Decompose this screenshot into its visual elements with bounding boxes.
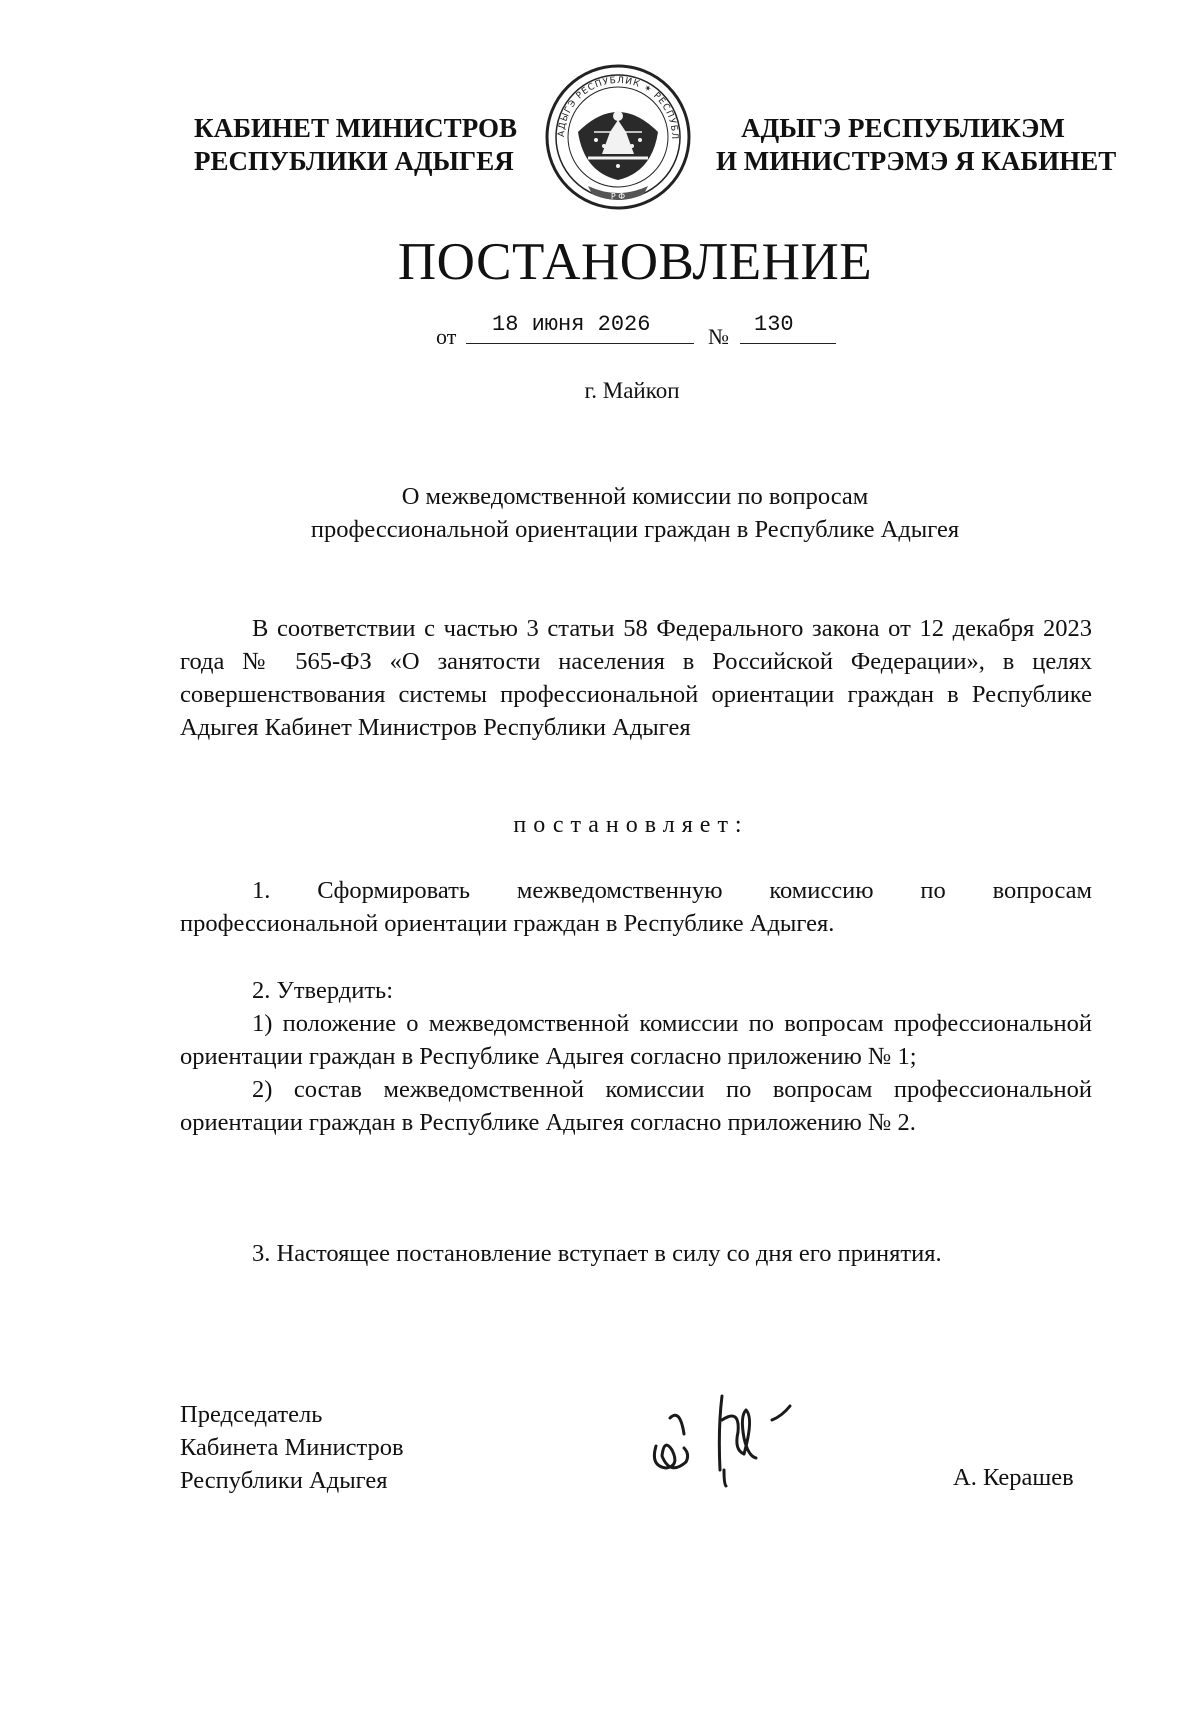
document-subject — [180, 480, 1090, 546]
header-left-line-2: РЕСПУБЛИКИ АДЫГЕЯ — [194, 146, 514, 176]
document-title: ПОСТАНОВЛЕНИЕ — [397, 233, 873, 291]
signer-name: А. Керашев — [953, 1464, 1074, 1491]
header-left — [194, 112, 518, 178]
header-left-line-1: КАБИНЕТ МИНИСТРОВ — [194, 113, 518, 143]
handwritten-signature-icon — [640, 1358, 840, 1508]
header-right — [716, 112, 1117, 178]
intro-text: В соответствии с частью 3 статьи 58 Федерального закона от 12 декабря 2023 года № 565-ФЗ «О занятости населения в Российской Федерации», в целях совершенствования системы профессиональной ориентации граждан в Республике Адыгея Кабинет Министров Республики Адыгея — [180, 615, 1092, 741]
svg-text:Р Ф: Р Ф — [610, 192, 626, 201]
header-right-line-1: АДЫГЭ РЕСПУБЛИКЭМ — [741, 113, 1065, 143]
subject-line-2: профессиональной ориентации граждан в Республике Адыгея — [310, 516, 960, 543]
item-3 — [180, 1237, 1092, 1270]
subject-line-1: О межведомственной комиссии по вопросам — [401, 483, 869, 510]
svg-text:АДЫГЭ РЕСПУБЛИК ✶ РЕСПУБЛИКА А: АДЫГЭ РЕСПУБЛИК ✶ РЕСПУБЛ — [556, 75, 680, 141]
signer-position — [180, 1398, 404, 1497]
city: г. Майкоп — [584, 378, 680, 403]
signer-position-line-1: Председатель — [180, 1401, 323, 1428]
item-3-text: 3. Настоящее постановление вступает в силу со дня его принятия. — [252, 1240, 942, 1267]
document-date: 18 июня 2026 — [466, 312, 694, 344]
item-1-text: 1. Сформировать межведомственную комиссию по вопросам профессиональной ориентации граждан в Республике Адыгея. — [180, 877, 1092, 937]
date-prefix: от — [436, 324, 457, 349]
intro-paragraph — [180, 612, 1092, 744]
item-2-sub-1: 1) положение о межведомственной комиссии по вопросам профессиональной ориентации граждан в Республике Адыгея согласно приложению № 1; — [180, 1010, 1092, 1070]
item-1 — [180, 874, 1092, 940]
signer-position-line-3: Республики Адыгея — [180, 1467, 388, 1494]
item-2-sub-2: 2) состав межведомственной комиссии по вопросам профессиональной ориентации граждан в Республике Адыгея согласно приложению № 2. — [180, 1076, 1092, 1136]
signer-position-line-2: Кабинета Министров — [180, 1434, 404, 1461]
header-right-line-2: И МИНИСТРЭМЭ Я КАБИНЕТ — [716, 146, 1117, 176]
decree-word: постановляет: — [513, 812, 749, 838]
item-2 — [180, 974, 1092, 1139]
item-2-heading: 2. Утвердить: — [252, 977, 394, 1004]
coat-of-arms-icon — [544, 62, 692, 212]
document-number: 130 — [740, 312, 836, 344]
number-sign: № — [708, 324, 729, 349]
